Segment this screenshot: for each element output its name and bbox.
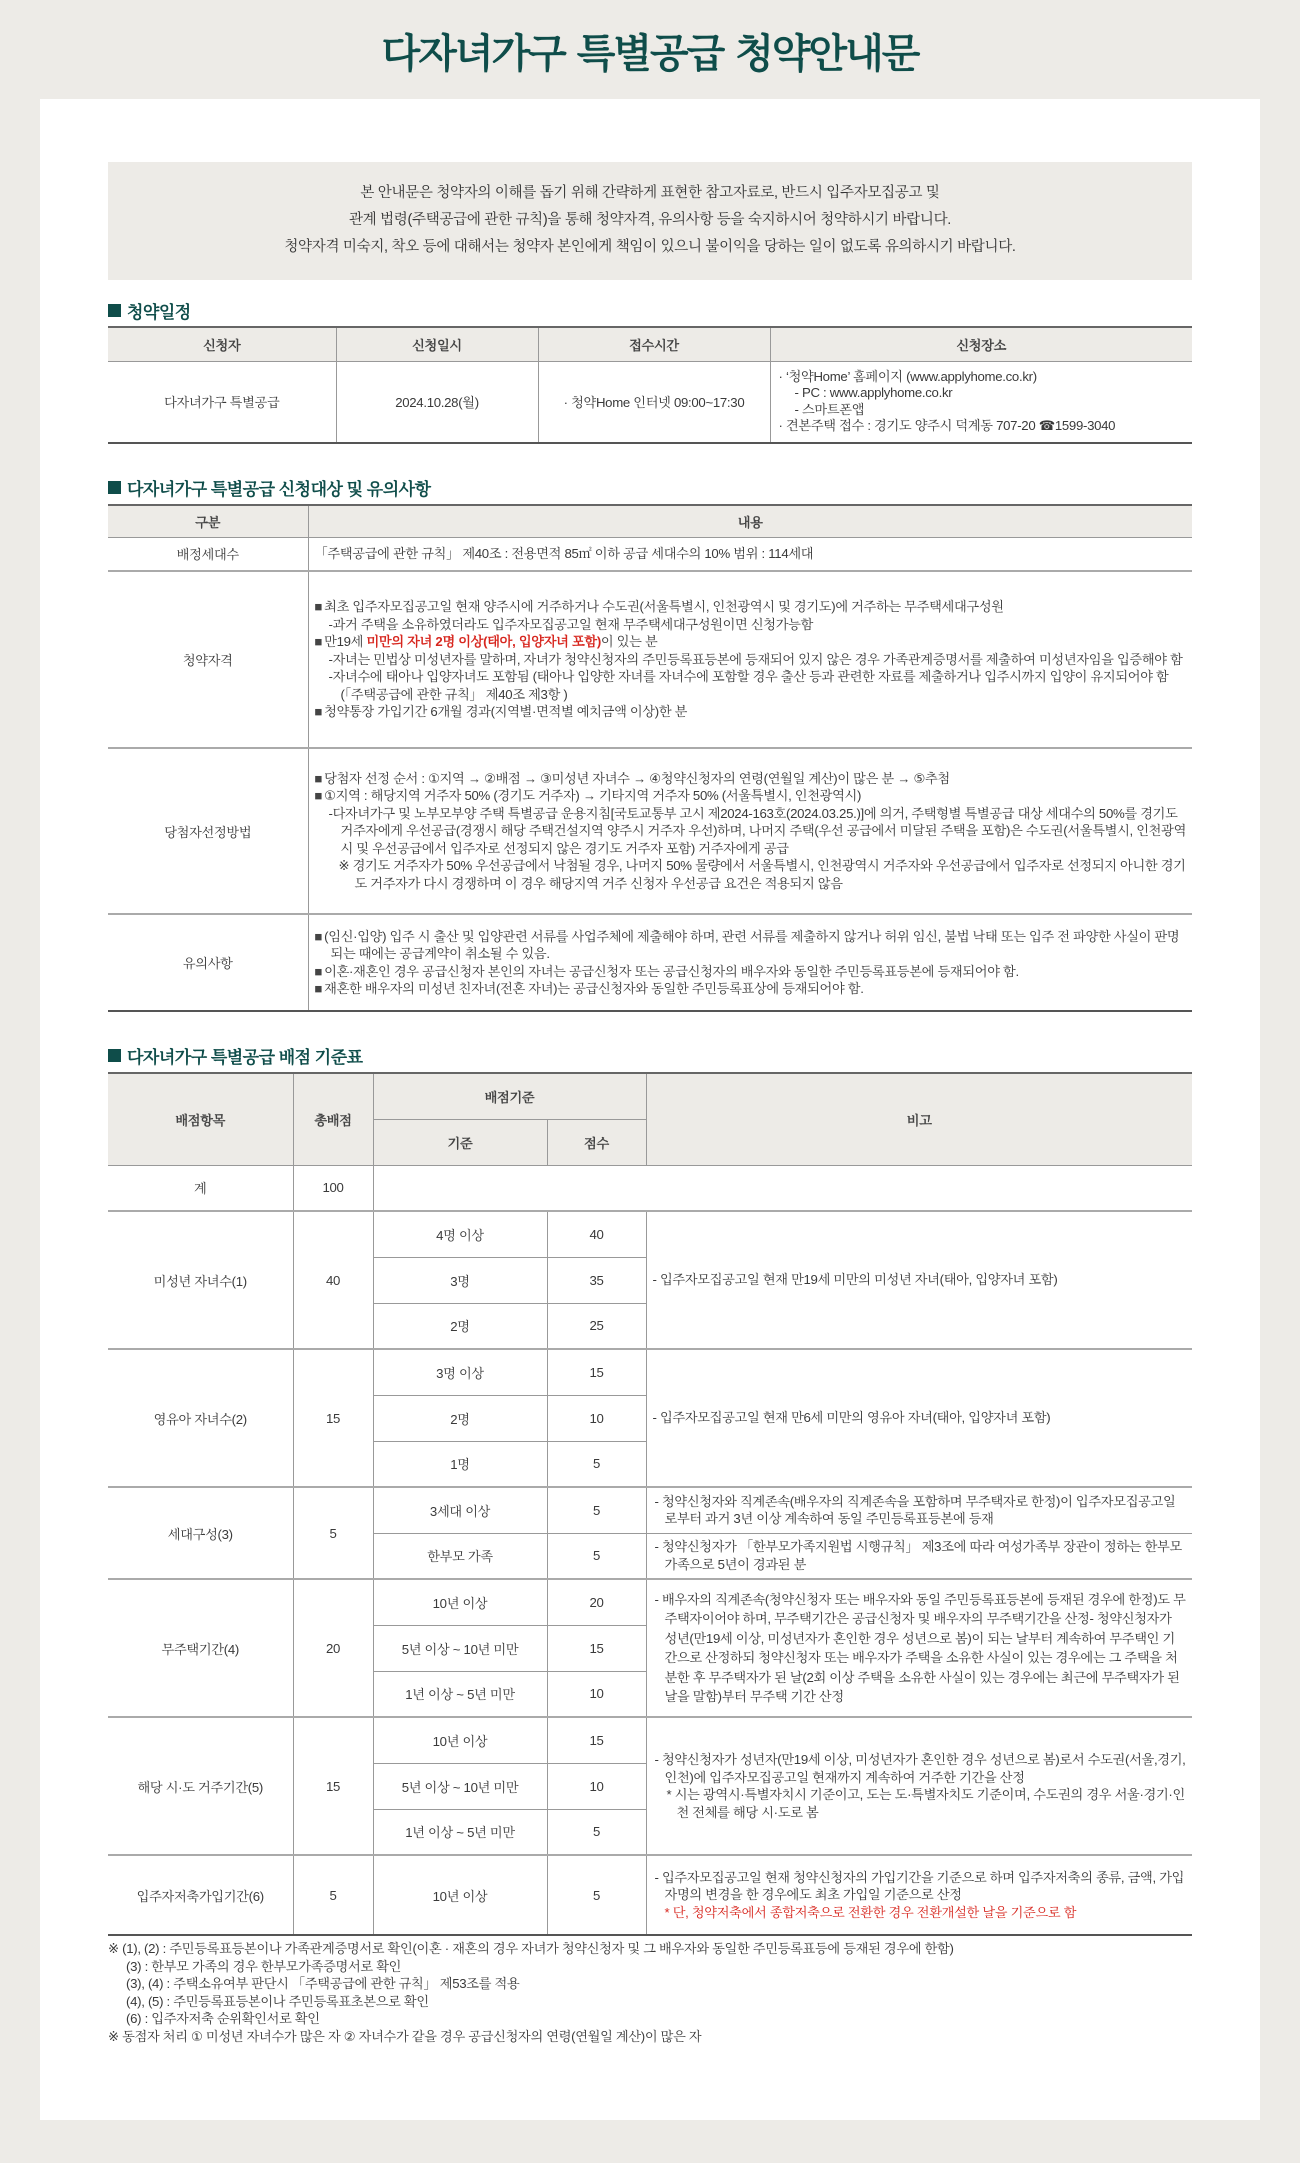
score-cell: 5 — [547, 1809, 646, 1855]
footnote: ※ 동점자 처리 ① 미성년 자녀수가 많은 자 ② 자녀수가 같을 경우 공급신청자의 연령(연월일 계산)이 많은 자 — [108, 2028, 702, 2044]
score-cell: 25 — [547, 1303, 646, 1349]
score-cell: 15 — [547, 1625, 646, 1671]
notice-line: 본 안내문은 청약자의 이해를 돕기 위해 간략하게 표현한 참고자료로, 반드시 입주자모집공고 및 — [360, 185, 940, 201]
square-bullet-icon — [108, 304, 121, 317]
date-cell: 2024.10.28(월) — [336, 361, 538, 443]
table-row — [108, 1579, 1192, 1625]
section-heading — [108, 299, 1192, 321]
score-cell: 5 — [547, 1855, 646, 1935]
time-cell: · 청약Home 인터넷 09:00~17:30 — [538, 361, 770, 443]
total-score: 5 — [293, 1487, 373, 1579]
eligibility-table — [108, 504, 1192, 1012]
table-row — [108, 1211, 1192, 1257]
place-cell — [770, 361, 1192, 443]
footnotes — [108, 1940, 1192, 2045]
scoring-section — [108, 1044, 1192, 2045]
sub-item: -자녀수에 태아나 입양자녀도 포함됨 (태아나 입양한 자녀를 자녀수에 포함할 경우 출산 등과 관련한 자료를 제출하거나 입주시까지 입양이 유지되어야 함(「주택공급에 관한 규칙」 제40조 제3항 ) — [328, 669, 1169, 702]
remark-cell: - 배우자의 직계존속(청약신청자 또는 배우자와 동일 주민등록표등본에 등재된 경우에 한정)도 무주택자이어야 하며, 무주택기간은 공급신청자 및 배우자의 무주택기간을 산정- 청약신청자가 성년(만19세 이상, 미성년자가 혼인한 경우 성년으로 봄)이 되는 날부터 계속하여 무주택인 기간으로 산정하되 청약신청자 또는 배우자가 주택을 소유한 사실이 있는 경우에는 그 주택을 처분한 후 무주택자가 된 날(2회 이상 주택을 소유한 사실이 있는 경우에는 최근에 무주택자가 된 날을 말함)부터 무주택 기간 산정 — [646, 1579, 1192, 1717]
criteria-cell: 1년 이상 ~ 5년 미만 — [373, 1671, 547, 1717]
table-row — [108, 361, 1192, 443]
row-label: 계 — [108, 1165, 293, 1211]
note-item: ※ 경기도 거주자가 50% 우선공급에서 낙첨될 경우, 나머지 50% 물량에서 서울특별시, 인천광역시 거주자와 우선공급에서 입주자로 선정되지 아니한 경기도 거주자가 다시 경쟁하며 이 경우 해당지역 거주 신청자 우선공급 요건은 적용되지 않음 — [338, 858, 1186, 891]
col-header: 신청장소 — [770, 327, 1192, 361]
page-title: 다자녀가구 특별공급 청약안내문 — [381, 31, 919, 77]
remark-cell — [646, 1855, 1192, 1935]
remark-cell — [646, 1717, 1192, 1855]
highlight-text: 미만의 자녀 2명 이상(태아, 입양자녀 포함) — [366, 634, 601, 650]
footnote: (4), (5) : 주민등록표등본이나 주민등록표초본으로 확인 — [126, 1993, 429, 2009]
place-line: · 견본주택 접수 : 경기도 양주시 덕계동 707-20 ☎1599-3040 — [778, 418, 1116, 434]
col-header: 비고 — [646, 1073, 1192, 1165]
criteria-cell: 5년 이상 ~ 10년 미만 — [373, 1763, 547, 1809]
notice-line: 청약자격 미숙지, 착오 등에 대해서는 청약자 본인에게 책임이 있으니 불이익을 당하는 일이 없도록 유의하시기 바랍니다. — [284, 239, 1016, 255]
schedule-section — [108, 299, 1192, 444]
row-label: 세대구성(3) — [108, 1487, 293, 1579]
criteria-cell: 3명 이상 — [373, 1349, 547, 1395]
applicant-cell: 다자녀가구 특별공급 — [108, 361, 336, 443]
section-heading-text: 청약일정 — [127, 302, 191, 322]
remark-text: - 청약신청자가 성년자(만19세 이상, 미성년자가 혼인한 경우 성년으로 봄)로서 수도권(서울,경기,인천)에 입주자모집공고일 현재까지 계속하여 거주한 기간을 산정 — [654, 1752, 1186, 1785]
criteria-cell: 10년 이상 — [373, 1579, 547, 1625]
row-label: 청약자격 — [108, 571, 308, 748]
score-cell: 15 — [547, 1717, 646, 1763]
bullet-item: ■ 청약통장 가입기간 6개월 경과(지역별·면적별 예치금액 이상)한 분 — [315, 703, 1187, 721]
criteria-cell: 2명 — [373, 1395, 547, 1441]
total-score: 40 — [293, 1211, 373, 1349]
section-heading — [108, 476, 1192, 498]
bullet-item: ■ 최초 입주자모집공고일 현재 양주시에 거주하거나 수도권(서울특별시, 인천광역시 및 경기도)에 거주하는 무주택세대구성원 — [315, 598, 1187, 616]
col-header: 총배점 — [293, 1073, 373, 1165]
caution-content — [308, 914, 1192, 1011]
table-row — [108, 1855, 1192, 1935]
row-label: 미성년 자녀수(1) — [108, 1211, 293, 1349]
row-label: 배정세대수 — [108, 537, 308, 571]
row-label: 무주택기간(4) — [108, 1579, 293, 1717]
notice-box — [108, 162, 1192, 280]
criteria-cell: 1명 — [373, 1441, 547, 1487]
score-cell: 35 — [547, 1257, 646, 1303]
col-header: 내용 — [308, 505, 1192, 537]
col-header-group: 배점기준 — [373, 1073, 646, 1119]
bullet-item: ■ 재혼한 배우자의 미성년 친자녀(전혼 자녀)는 공급신청자와 동일한 주민등록표상에 등재되어야 함. — [315, 980, 1187, 998]
table-row — [108, 537, 1192, 571]
bullet-item: ■ (임신·입양) 입주 시 출산 및 입양관련 서류를 사업주체에 제출해야 하며, 관련 서류를 제출하지 않거나 허위 임신, 불법 낙태 또는 입주 전 파양한 사실이 판명되는 때에는 공급계약이 취소될 수 있음. — [315, 928, 1187, 963]
table-row — [108, 914, 1192, 1011]
section-heading-text: 다자녀가구 특별공급 배점 기준표 — [127, 1047, 363, 1067]
score-cell: 5 — [547, 1533, 646, 1579]
scoring-table — [108, 1072, 1192, 1936]
square-bullet-icon — [108, 1049, 121, 1062]
table-row — [108, 1349, 1192, 1395]
bullet-item: ■ 이혼·재혼인 경우 공급신청자 본인의 자녀는 공급신청자 또는 공급신청자의 배우자와 동일한 주민등록표등본에 등재되어야 함. — [315, 963, 1187, 981]
section-heading — [108, 1044, 1192, 1066]
col-header: 점수 — [547, 1119, 646, 1165]
criteria-cell: 5년 이상 ~ 10년 미만 — [373, 1625, 547, 1671]
col-header: 기준 — [373, 1119, 547, 1165]
col-header: 신청자 — [108, 327, 336, 361]
notice-line: 관계 법령(주택공급에 관한 규칙)을 통해 청약자격, 유의사항 등을 숙지하시어 청약하시기 바랍니다. — [348, 212, 952, 228]
empty-cell — [373, 1165, 1192, 1211]
col-header: 신청일시 — [336, 327, 538, 361]
table-row — [108, 1487, 1192, 1533]
criteria-cell: 한부모 가족 — [373, 1533, 547, 1579]
remark-warning: * 단, 청약저축에서 종합저축으로 전환한 경우 전환개설한 날을 기준으로 함 — [664, 1904, 1077, 1920]
total-score: 15 — [293, 1349, 373, 1487]
criteria-cell: 3세대 이상 — [373, 1487, 547, 1533]
allocation-text: 「주택공급에 관한 규칙」 제40조 : 전용면적 85㎡ 이하 공급 세대수의 10% 범위 : 114세대 — [308, 537, 1192, 571]
remark-text: - 입주자모집공고일 현재 청약신청자의 가입기간을 기준으로 하며 입주자저축의 종류, 금액, 가입자명의 변경을 한 경우에도 최초 가입일 기준으로 산정 — [654, 1869, 1185, 1903]
row-label: 유의사항 — [108, 914, 308, 1011]
selection-content — [308, 748, 1192, 914]
table-row — [108, 1717, 1192, 1763]
total-score: 5 — [293, 1855, 373, 1935]
remark-cell: - 청약신청자와 직계존속(배우자의 직계존속을 포함하며 무주택자로 한정)이 입주자모집공고일로부터 과거 3년 이상 계속하여 동일 주민등록표등본에 등재 — [646, 1487, 1192, 1533]
score-cell: 10 — [547, 1671, 646, 1717]
score-cell: 20 — [547, 1579, 646, 1625]
row-label: 해당 시·도 거주기간(5) — [108, 1717, 293, 1855]
score-cell: 40 — [547, 1211, 646, 1257]
criteria-cell: 10년 이상 — [373, 1717, 547, 1763]
row-label: 당첨자선정방법 — [108, 748, 308, 914]
total-score: 100 — [293, 1165, 373, 1211]
footnote: (6) : 입주자저축 순위확인서로 확인 — [126, 2011, 320, 2026]
sub-item: -다자녀가구 및 노부모부양 주택 특별공급 운용지침[국토교통부 고시 제2024-163호(2024.03.25.)]에 의거, 주택형별 특별공급 대상 세대수의 50%를 경기도 거주자에게 우선공급(경쟁시 해당 주택건설지역 양주시 거주자 우선)하며, 나머지 주택(우선 공급에서 미달된 주택을 포함)은 수도권(서울특별시, 인천광역시 및 우선공급에서 입주자로 선정되지 않은 경기도 거주자 포함) 거주자에게 공급 — [328, 805, 1187, 856]
section-heading-text: 다자녀가구 특별공급 신청대상 및 유의사항 — [127, 479, 431, 499]
total-score: 20 — [293, 1579, 373, 1717]
content-panel — [40, 99, 1260, 2120]
score-cell: 5 — [547, 1441, 646, 1487]
remark-cell: - 입주자모집공고일 현재 만19세 미만의 미성년 자녀(태아, 입양자녀 포함) — [646, 1211, 1192, 1349]
place-line: · ‘청약Home’ 홈페이지 (www.applyhome.co.kr) — [778, 368, 1037, 384]
row-label: 입주자저축가입기간(6) — [108, 1855, 293, 1935]
criteria-cell: 1년 이상 ~ 5년 미만 — [373, 1809, 547, 1855]
col-header: 배점항목 — [108, 1073, 293, 1165]
bullet-item: ■ 당첨자 선정 순서 : ①지역 → ②배점 → ③미성년 자녀수 → ④청약신청자의 연령(연월일 계산)이 많은 분 → ⑤추첨 — [315, 770, 1187, 788]
square-bullet-icon — [108, 481, 121, 494]
total-score: 15 — [293, 1717, 373, 1855]
footnote: (3), (4) : 주택소유여부 판단시 「주택공급에 관한 규칙」 제53조를 적용 — [126, 1976, 520, 1991]
criteria-cell: 10년 이상 — [373, 1855, 547, 1935]
row-label: 영유아 자녀수(2) — [108, 1349, 293, 1487]
criteria-cell: 4명 이상 — [373, 1211, 547, 1257]
table-row — [108, 571, 1192, 748]
eligibility-section — [108, 476, 1192, 1012]
col-header: 접수시간 — [538, 327, 770, 361]
table-row — [108, 748, 1192, 914]
footnote: (3) : 한부모 가족의 경우 한부모가족증명서로 확인 — [126, 1958, 402, 1974]
schedule-table — [108, 326, 1192, 444]
score-cell: 10 — [547, 1395, 646, 1441]
remark-note: * 시는 광역시·특별자치시 기준이고, 도는 도·특별자치도 기준이며, 수도권의 경우 서울·경기·인천 전체를 해당 시·도로 봄 — [666, 1787, 1185, 1820]
remark-cell: - 입주자모집공고일 현재 만6세 미만의 영유아 자녀(태아, 입양자녀 포함) — [646, 1349, 1192, 1487]
criteria-cell: 2명 — [373, 1303, 547, 1349]
col-header: 구분 — [108, 505, 308, 537]
criteria-cell: 3명 — [373, 1257, 547, 1303]
score-cell: 15 — [547, 1349, 646, 1395]
score-cell: 5 — [547, 1487, 646, 1533]
remark-cell: - 청약신청자가 「한부모가족지원법 시행규칙」 제3조에 따라 여성가족부 장관이 정하는 한부모 가족으로 5년이 경과된 분 — [646, 1533, 1192, 1579]
bullet-item: ■ ①지역 : 해당지역 거주자 50% (경기도 거주자) → 기타지역 거주자 50% (서울특별시, 인천광역시) — [315, 787, 1187, 805]
bullet-item: ■ 만19세 미만의 자녀 2명 이상(태아, 입양자녀 포함)이 있는 분 — [315, 633, 1187, 651]
sub-item: -자녀는 민법상 미성년자를 말하며, 자녀가 청약신청자의 주민등록표등본에 등재되어 있지 않은 경우 가족관계증명서를 제출하여 미성년자임을 입증해야 함 — [328, 651, 1183, 667]
sub-item: -과거 주택을 소유하였더라도 입주자모집공고일 현재 무주택세대구성원이면 신청가능함 — [328, 616, 814, 632]
place-line: - 스마트폰앱 — [794, 401, 865, 417]
score-cell: 10 — [547, 1763, 646, 1809]
footnote: ※ (1), (2) : 주민등록표등본이나 가족관계증명서로 확인(이혼 · 재혼의 경우 자녀가 청약신청자 및 그 배우자와 동일한 주민등록표등에 등재된 경우에 한함) — [108, 1941, 954, 1956]
qualification-content — [308, 571, 1192, 748]
sum-row — [108, 1165, 1192, 1211]
place-line: - PC : www.applyhome.co.kr — [794, 385, 953, 401]
